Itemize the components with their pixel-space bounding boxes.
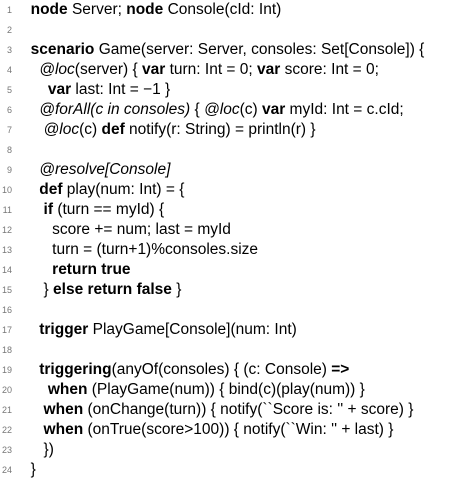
code-line [0,60,474,80]
code-text [22,40,424,60]
code-text [22,0,281,20]
code-text [22,400,413,420]
keyword: return true [52,261,131,278]
keyword: var [141,61,166,78]
code-line [0,280,474,300]
line-number: 7 [6,125,12,135]
code-line [0,40,474,60]
code-token: Game(server: Server, consoles: Set[Console]) { [94,41,425,58]
code-line [0,300,474,320]
keyword: node [30,1,68,18]
code-token: } [22,461,36,478]
code-text [22,460,36,480]
code-line [0,240,474,260]
code-text [22,260,131,280]
code-text [22,380,365,400]
code-token [22,381,48,398]
line-number: 14 [1,265,12,275]
code-token [22,401,44,418]
line-number: 4 [6,65,12,75]
line-number: 20 [1,385,12,395]
line-number: 19 [1,365,12,375]
code-line [0,260,474,280]
keyword: when [47,381,88,398]
code-token: play(num: Int) = { [62,181,185,198]
line-number: 13 [1,245,12,255]
keyword: triggering [39,361,112,378]
code-text [22,80,170,100]
code-token: (onChange(turn)) { notify(``Score is: '' + score) } [83,401,414,418]
code-token [22,161,39,178]
line-number: 5 [6,85,12,95]
code-token: (c) [239,101,262,118]
code-text [22,120,316,140]
line-number: 6 [6,105,12,115]
code-line [0,380,474,400]
code-token: (onTrue(score>100)) { notify(``Win: '' + last) } [83,421,394,438]
code-line [0,320,474,340]
code-token: score: Int = 0; [280,61,379,78]
keyword: scenario [30,41,95,58]
code-token [22,321,39,338]
code-token [22,181,39,198]
keyword: node [126,1,164,18]
annotation: @loc [204,101,240,118]
code-text [22,280,181,300]
code-token: turn: Int = 0; [165,61,258,78]
code-line [0,340,474,360]
keyword: def [101,121,125,138]
line-number: 18 [1,345,12,355]
annotation: @forAll(c in consoles) [39,101,191,118]
keyword: def [39,181,63,198]
code-line [0,200,474,220]
keyword: when [43,401,84,418]
code-token: myId: Int = c.cId; [285,101,404,118]
keyword: if [43,201,54,218]
line-number: 8 [6,145,12,155]
keyword: => [331,361,350,378]
code-token: PlayGame[Console](num: Int) [88,321,297,338]
line-number: 2 [6,25,12,35]
code-text [22,420,393,440]
code-token [22,81,48,98]
code-token [22,121,44,138]
code-token [22,101,39,118]
code-token: (turn == myId) { [53,201,165,218]
line-number: 10 [1,185,12,195]
code-token [22,1,31,18]
code-text [22,160,170,180]
keyword: else return false [53,281,172,298]
annotation: @loc [39,61,75,78]
code-line [0,0,474,20]
code-line [0,80,474,100]
line-number: 1 [6,5,12,15]
code-token [22,261,52,278]
code-token: turn = (turn+1)%consoles.size [22,241,259,258]
line-number: 23 [1,445,12,455]
code-text [22,200,164,220]
keyword: var [261,101,286,118]
line-number: 22 [1,425,12,435]
line-number: 16 [1,305,12,315]
line-number: 15 [1,285,12,295]
code-text [22,360,349,380]
code-line [0,100,474,120]
code-token: score += num; last = myId [22,221,231,238]
code-token: (PlayGame(num)) { bind(c)(play(num)) } [87,381,365,398]
code-token: (server) { [74,61,142,78]
line-number: 21 [1,405,12,415]
line-number: 11 [2,205,12,215]
code-token: Server; [67,1,127,18]
code-text [22,440,54,460]
line-number: 17 [1,325,12,335]
line-number: 12 [1,225,12,235]
code-token [22,361,39,378]
keyword: when [43,421,84,438]
code-text [22,220,231,240]
code-text [22,180,184,200]
code-line [0,120,474,140]
line-number: 9 [6,165,12,175]
code-line [0,360,474,380]
code-token: }) [22,441,54,458]
code-line [0,220,474,240]
code-token: (anyOf(consoles) { (c: Console) [111,361,332,378]
code-token [22,201,44,218]
code-line [0,400,474,420]
keyword: var [257,61,281,78]
keyword: trigger [39,321,89,338]
code-line [0,160,474,180]
line-number: 24 [1,465,12,475]
code-line [0,20,474,40]
code-line [0,440,474,460]
code-token [22,421,44,438]
code-token: notify(r: String) = println(r) } [124,121,316,138]
keyword: var [47,81,72,98]
code-text [22,320,297,340]
annotation: @resolve[Console] [39,161,171,178]
code-token: last: Int = −1 } [71,81,171,98]
code-line [0,140,474,160]
code-token: } [22,281,54,298]
code-token [22,61,39,78]
code-line [0,180,474,200]
code-token: Console(cId: Int) [163,1,282,18]
line-number: 3 [6,45,12,55]
code-line [0,420,474,440]
code-token [22,41,31,58]
code-line [0,460,474,480]
code-token: { [190,101,205,118]
annotation: @loc [43,121,80,138]
code-text [22,240,258,260]
code-token: } [171,281,182,298]
code-text [22,100,404,120]
code-text [22,60,379,80]
code-token: (c) [79,121,102,138]
